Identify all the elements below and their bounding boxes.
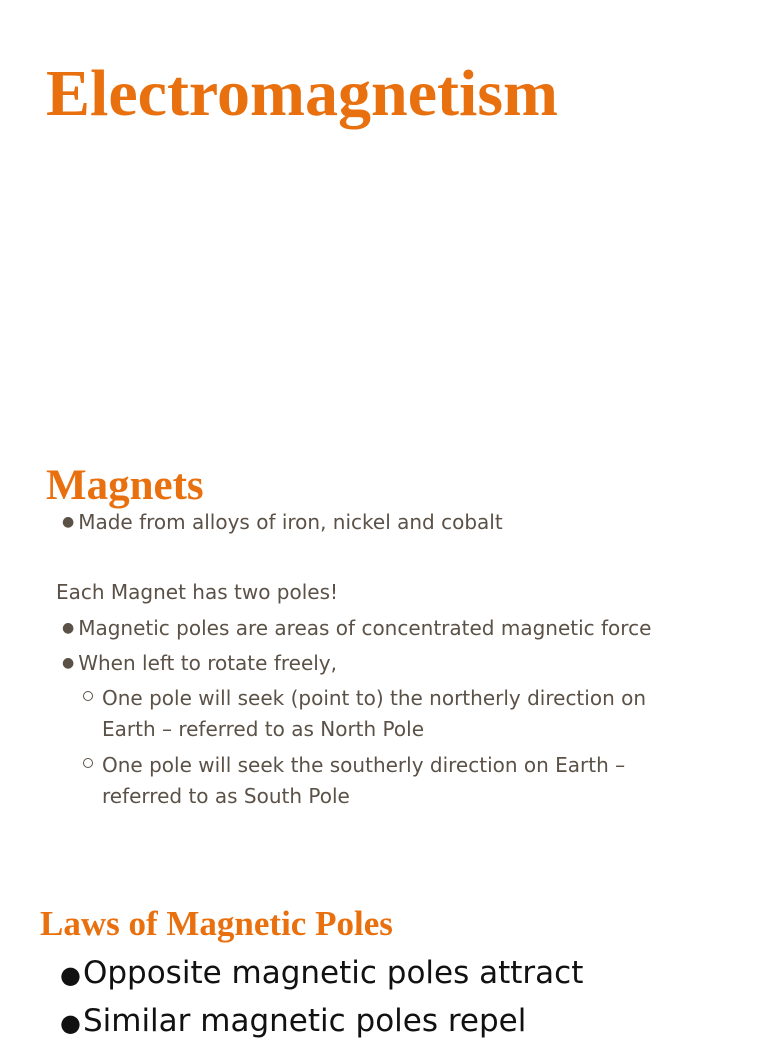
sub-bullet-text: One pole will seek (point to) the northerly direction on [102, 686, 647, 710]
two-poles-text: Each Magnet has two poles! [56, 580, 339, 604]
bullet-item-poles [62, 616, 651, 640]
bullet-item-rotate [62, 651, 337, 675]
sub-bullet-text: One pole will seek the southerly direction on Earth – [102, 753, 626, 777]
magnets-heading: Magnets [46, 462, 204, 509]
page-title: Electromagnetism [46, 57, 558, 130]
sub-bullet-north [83, 686, 646, 710]
circle-bullet-icon [83, 758, 93, 768]
law-item-repel [60, 1003, 526, 1040]
sub-bullet-south [83, 753, 625, 777]
law-text: Opposite magnetic poles attract [82, 955, 584, 991]
bullet-text: Made from alloys of iron, nickel and cobalt [78, 510, 503, 534]
bullet-icon: ● [62, 514, 75, 530]
bullet-text: When left to rotate freely, [78, 651, 337, 675]
bullet-icon: ● [60, 961, 81, 989]
laws-heading: Laws of Magnetic Poles [40, 904, 393, 943]
law-text: Similar magnetic poles repel [82, 1003, 527, 1039]
bullet-text: Magnetic poles are areas of concentrated magnetic force [78, 616, 652, 640]
sub-bullet-north-cont: Earth – referred to as North Pole [102, 717, 425, 741]
circle-bullet-icon [83, 691, 93, 701]
sub-bullet-south-cont: referred to as South Pole [102, 784, 350, 808]
law-item-attract [60, 955, 583, 992]
bullet-item-alloys [62, 510, 503, 534]
bullet-icon: ● [62, 620, 75, 636]
bullet-icon: ● [62, 655, 75, 671]
bullet-icon: ● [60, 1009, 81, 1037]
